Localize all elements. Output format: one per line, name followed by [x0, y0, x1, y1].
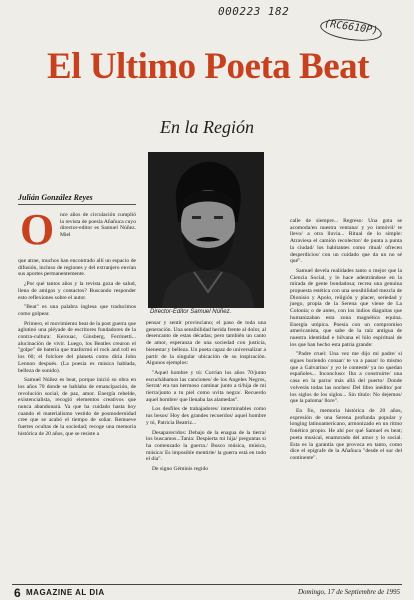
paragraph: Samuel devela realidades tanto o mejor que la Ciencia Social, y lo hace adentrándose en la mirada de gente bondadosa; recrea una genuina propuesta estética con una sensibilidad mezcla de Dionisio y Apolo, religión y placer, seriedad y juego, propia de la Serena que viene de La Colonia; o de antes, con los indios diaguitas que humanizaban esta zona magnética equina. Energía utópica. Poesía con un compromiso americanista, que sabe de la raíz antigua de nuestra identidad e hilvana el hilo espiritual de los que han hecho esta patria grande: — [290, 267, 402, 348]
paragraph: Primero, el movimiento beat de la post guerra que aglutinó una pléyade de escritores fundadores de la contra-cultura: Kerouac, Ginsberg, Ferrinetti... alucinación de vivir. Luego, los Beatles crearon el "golpe" de batería que trasformó el rock and roll en los 60; el folclore del planeta como diría John Lennon después. (La poesía es música hablada, belleza de sonido). — [18, 320, 136, 374]
column-1-opening — [60, 212, 136, 242]
paragraph: ¿Por qué tantos años y la revista goza de salud, llena de amigos y contactos? Buscando responder esto reflexiones sobre el autor. — [18, 281, 136, 301]
column-2 — [146, 320, 266, 476]
paragraph: Desaparecidos: Debajo de la enagua de la tierra/ los buscamos...Tania: Despierta mi hija/ preguntas si ha comenzado la guerra./ Busco música, música, música/ Es imposible mentirle/ la guerra está en todo el día". — [146, 429, 266, 463]
article-byline: Julián González Reyes — [18, 193, 93, 202]
paragraph: En fin, memoria histórica de 20 años, expresión de una Serena profunda popular y longing latinoamericano, armonizado en un ritmo fonético propio. He ahí por qué Samuel es beat; poeta musical, enamorado del amor y lo social. Esta es la garantía que provoca en tanto, como dice el epígrafe de la Añañuca "desde el sur del continente". — [290, 407, 402, 461]
photo-caption: Director-Editor Samuel Núñez. — [150, 309, 232, 315]
page-footer — [0, 584, 414, 598]
paragraph: "Aquel hombre y tú: Corrían los años 70/junto escuchábamos las canciones/ de los Angeles Negros, Serrat/ era tan hermoso caminar junto a ti/hija de mi tierra/junto a tu piel como uvita negra/. Recuerdo aquel hombre/ que llenaba las alamedas". — [146, 369, 266, 403]
archive-code-circled: (RC6610P) — [323, 18, 379, 37]
publication-name: MAGAZINE AL DIA — [26, 588, 105, 597]
publication-date: Domingo, 17 de Septiembre de 1995 — [298, 588, 400, 596]
drop-cap: O — [20, 205, 55, 254]
paragraph: "Padre cruel: Una vez me dijo mi padre/ si sigues buriendo conaar/ te va a pasar/ lo mismo que a Galvarino/ y yo le contesté/ ya no quedan españoles... Inconcluso: Iba a construirte/ una casa en la parra/ más allá del puerto/ Donde volverás todas las noches/ Del libro inédito/ por los siglos de los siglos... Sin título: No dejemos/ que la paloma/ llore". — [290, 351, 402, 405]
page-number: 6 — [14, 586, 21, 600]
paragraph: De signo Géminis regido — [152, 466, 209, 473]
paragraph: "Beat" es una palabra inglesa que traducimos como golpear. — [18, 304, 136, 317]
portrait-illustration — [148, 152, 264, 308]
archive-code-top: 000223 182 — [218, 5, 290, 18]
paragraph: Los desfiles de trabajadores/ interminables como tus besos/ Hoy des grandes recuerdos/ aquel hombre y tú, Patricia Beatriz... — [146, 406, 266, 426]
paragraph: calle de siempre... Regreso: Una gota se acomoda/en nuestra ventana/ y yo inmóvil/ te llevo/ a otra lluvia... Ritual de lo simple: Atraviesa el camión recolector/ de punta a punta la ciudad/ los habitantes como ritual/ ofrecen desperdicios/ con un cuidado que da un no sé qué". — [290, 218, 402, 265]
article-headline: El Ultimo Poeta Beat — [47, 46, 369, 87]
column-1 — [18, 258, 136, 441]
paragraph: pensar y sentir provinciano; el paso de toda una generación. Una sensibilidad herida frente al dolor, al desencanto de estas décadas; pero también un canto de amor, esperanza de una sociedad con justicia, bienestar y belleza. Un poeta capaz de universalizar a partir de la singular ubicación de su inspiración. Algunos ejemplos: — [146, 320, 266, 367]
paragraph: que atrae, muchos han encontrado allí un espacio de difusión, incluso de regiones y del extranjero envían sus aportes permanentemente. — [18, 258, 136, 278]
column-3 — [290, 218, 402, 465]
article-subhead: En la Región — [160, 117, 254, 137]
footer-rule — [12, 584, 402, 585]
paragraph: Samuel Núñez es beat, porque inició su obra en los años 70 donde se hablaba de emancipación, de revolución social, de paz, amor. Energía rebelde, existencialista, recogió elementos creativos que nunca abandonará. Ya que ha cuidado hasta hoy cuando el materialismo vestido de posmodernidad cree que se acabó el tiempo de soñar. Remueve fuertes ocultas de la sociedad; recoge una memoria histórica de 20 años, que se resiste a — [18, 377, 136, 437]
paragraph: nce años de circulación cumplió la revista de poesía Añañuca cuyo director-editor es Samuel Núñez. Miel — [60, 212, 136, 239]
author-portrait-photo — [148, 152, 264, 308]
